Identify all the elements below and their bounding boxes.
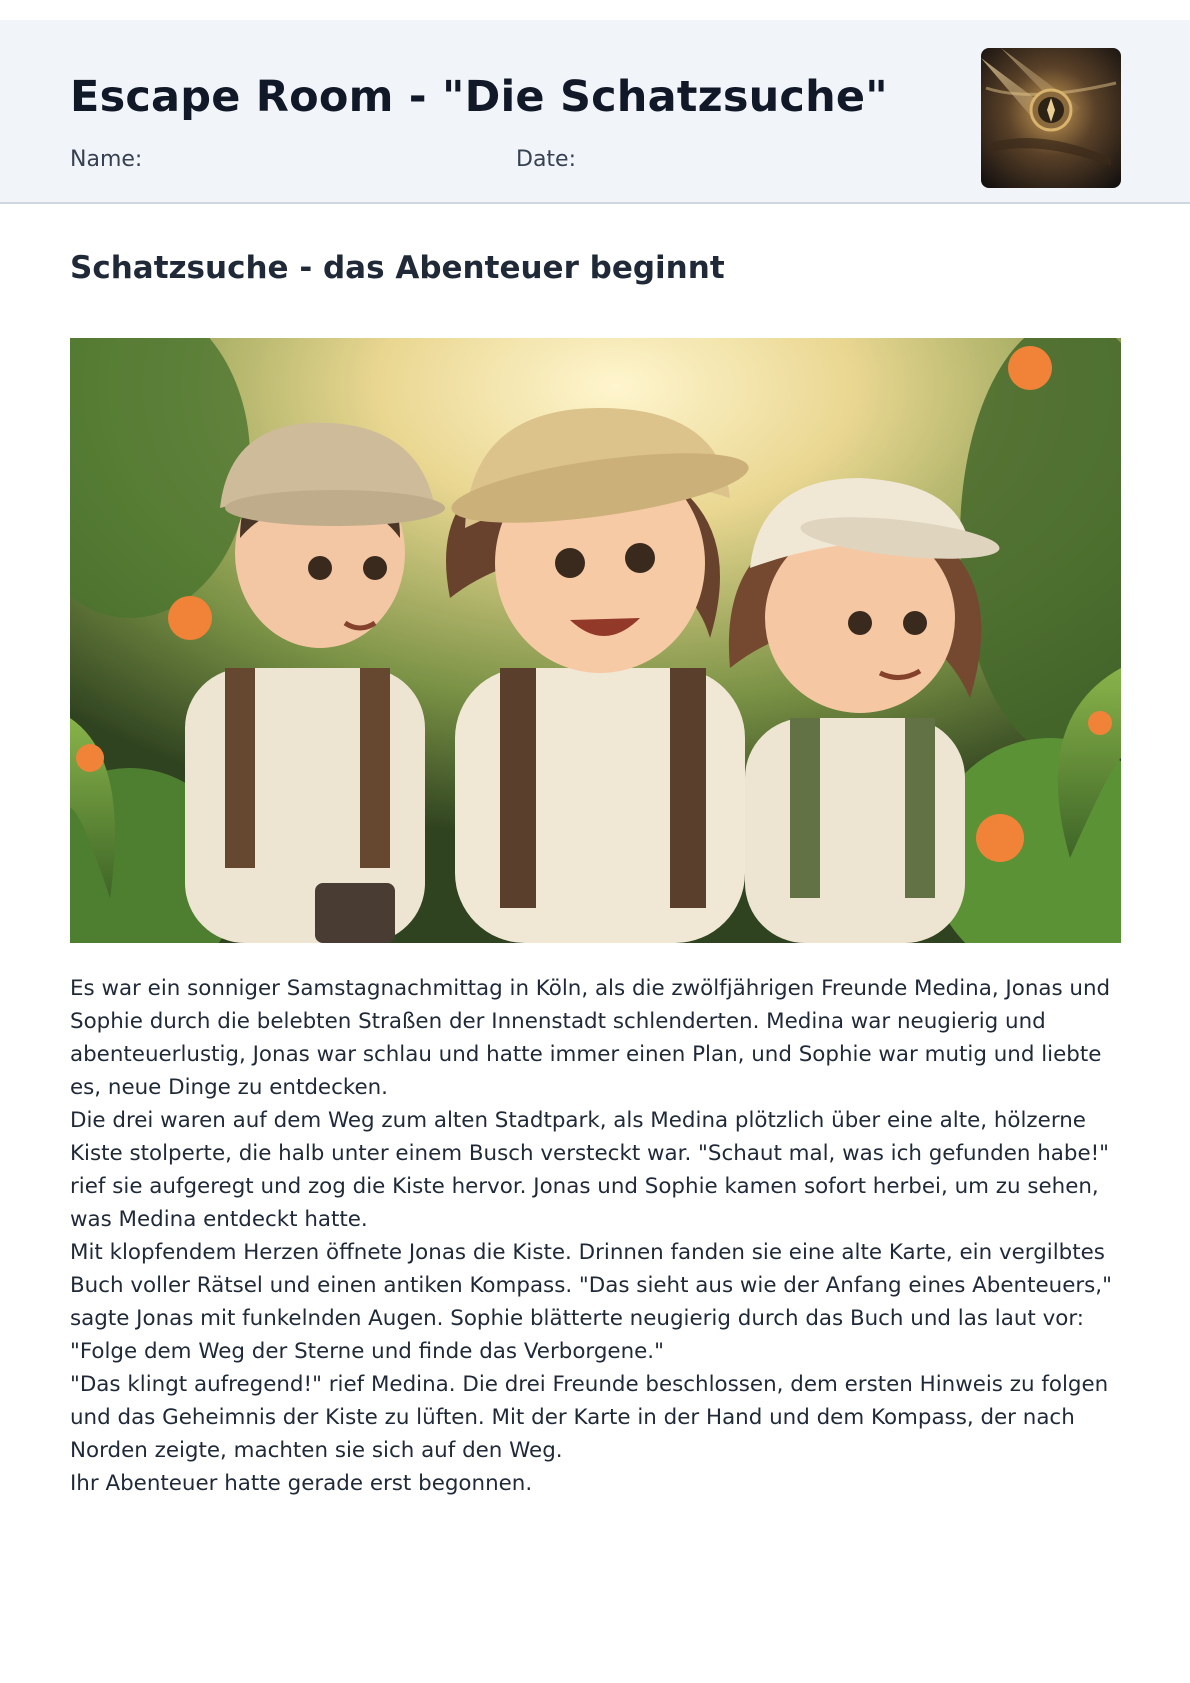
compass-icon <box>981 48 1121 188</box>
page-title: Escape Room - "Die Schatzsuche" <box>70 72 888 122</box>
section-heading: Schatzsuche - das Abenteuer beginnt <box>70 250 725 286</box>
story-paragraph: Es war ein sonniger Samstagnachmittag in Köln, als die zwölfjährigen Freunde Medina, Jonas und Sophie durch die belebten Straßen der Innenstadt schlenderten. Medina war neugierig und abenteuerlustig, Jonas war schlau und hatte immer einen Plan, und Sophie war mutig und liebte es, neue Dinge zu entdecken. <box>70 976 1111 1100</box>
compass-map-image <box>981 48 1121 188</box>
story-paragraph: Die drei waren auf dem Weg zum alten Stadtpark, als Medina plötzlich über eine alte, hölzerne Kiste stolperte, die halb unter einem Busch versteckt war. "Schaut mal, was ich gefunden habe!" rief sie aufgeregt und zog die Kiste hervor. Jonas und Sophie kamen sofort herbei, um zu sehen, was Medina entdeckt hatte. <box>70 1108 1110 1232</box>
name-field-label: Name: <box>70 147 143 172</box>
hero-illustration <box>70 338 1121 943</box>
worksheet-header <box>0 20 1190 204</box>
story-paragraph: "Das klingt aufregend!" rief Medina. Die drei Freunde beschlossen, dem ersten Hinweis zu folgen und das Geheimnis der Kiste zu lüften. Mit der Karte in der Hand und dem Kompass, der nach Norden zeigte, machten sie sich auf den Weg. <box>70 1372 1109 1463</box>
story-text <box>70 972 1121 1500</box>
date-field-label: Date: <box>516 147 576 172</box>
story-paragraph: Ihr Abenteuer hatte gerade erst begonnen. <box>70 1471 533 1496</box>
explorer-kids-icon <box>70 338 1121 943</box>
story-paragraph: Mit klopfendem Herzen öffnete Jonas die Kiste. Drinnen fanden sie eine alte Karte, ein vergilbtes Buch voller Rätsel und einen antiken Kompass. "Das sieht aus wie der Anfang eines Abenteuers," sagte Jonas mit funkelnden Augen. Sophie blätterte neugierig durch das Buch und las laut vor: "Folge dem Weg der Sterne und finde das Verborgene." <box>70 1240 1112 1364</box>
